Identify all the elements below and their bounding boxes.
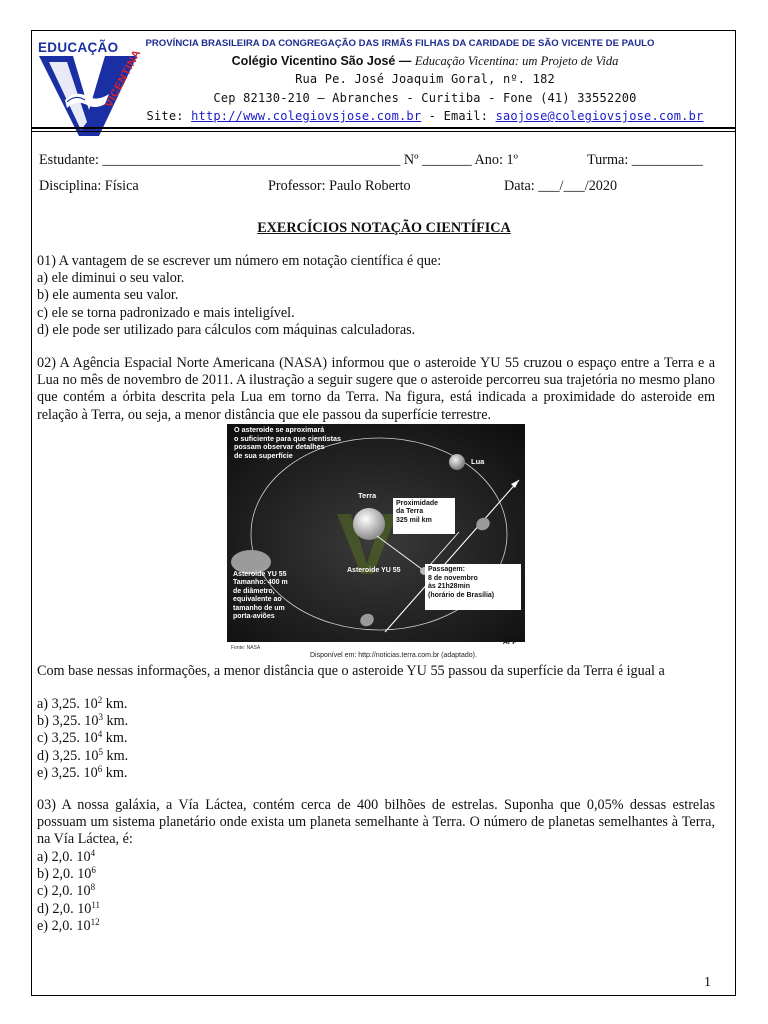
school-motto: Educação Vicentina: um Projeto de Vida [414,54,619,68]
site-label: Site: [146,109,184,123]
option-b [37,713,715,730]
figure-text-line: de diâmetro, [233,587,275,595]
passage-label [428,566,494,600]
figure-text-line: 8 de novembro [428,574,478,582]
figure-text-line: o suficiente para que cientistas [234,433,342,443]
exponent: 8 [90,882,96,893]
option-a [37,849,715,866]
question-3-stem: 03) A nossa galáxia, a Vía Láctea, contém cerca de 400 bilhões de estrelas. Suponha que 0,05% dessas estrelas possuam um sistema planetário onde exista um planeta semelhante à Terra. O número de planetas semelhantes à Terra, na Vía Láctea, é: [37,797,715,848]
option-text: e) 3,25. 10 [37,764,98,781]
cep-line: Cep 82130-210 – Abranches - Curitiba - Fone (41) 33552200 [213,91,637,105]
option-text: a) 3,25. 10 [37,696,98,712]
option-e [37,918,715,935]
figure-source: Disponível em: http://noticias.terra.com.br (adaptado). [310,652,477,659]
logo-text: EDUCAÇÃO [38,40,119,55]
figure-credit: Fonte: NASA [231,645,261,651]
figure-text-line: (horário de Brasília) [428,591,495,599]
exponent: 6 [97,763,103,774]
figure-text-line: Passagem: [428,566,465,573]
exponent: 4 [97,729,103,740]
unit: km. [102,730,128,747]
class-field: Turma: __________ [587,152,703,168]
question-2-followup [37,663,715,680]
option-a: a) ele diminui o seu valor. [37,270,185,287]
exponent: 3 [98,712,103,723]
contact-line [145,109,705,123]
option-text: b) 3,25. 10 [37,713,99,730]
asteroid-label: Asteroide YU 55 [347,567,401,574]
figure-text-line: O asteroide se aproximará [234,425,325,434]
asteroid-info [233,571,288,621]
proximity-label [396,500,438,525]
site-link[interactable]: http://www.colegiovsjose.com.br [191,109,422,123]
question-3-options [37,849,715,935]
page-title: EXERCÍCIOS NOTAÇÃO CIENTÍFICA [257,220,511,236]
agency-label: AFP [503,639,517,646]
email-link[interactable]: saojose@colegiovsjose.com.br [495,109,704,123]
exponent: 11 [91,899,101,910]
exponent: 4 [90,848,96,858]
figure-text-line: tamanho de um [233,604,285,612]
exponent: 6 [91,865,96,876]
option-c [37,730,715,747]
unit: km. [102,747,129,764]
logo-side-text: VICENTINA [103,47,144,110]
email-label: - Email: [428,109,489,123]
figure-text-line: às 21h28min [428,583,471,591]
figure-text-line: equivalente ao [233,596,282,604]
question-stem: 01) A vantagem de se escrever um número em notação científica é que: [37,253,442,269]
option-text: a) 2,0. 10 [37,849,91,865]
unit: km. [102,696,128,712]
province-line: PROVÍNCIA BRASILEIRA DA CONGREGAÇÃO DAS IRMÃS FILHAS DA CARIDADE DE SÃO VICENTE DE PAULO [145,38,655,49]
school-name-line [145,54,705,69]
option-d [37,901,715,918]
option-e [37,765,715,782]
figure-text-line: 325 mil km [396,516,432,524]
figure-text-line: da Terra [396,508,424,516]
school-logo [37,38,144,138]
option-text: d) 2,0. 10 [37,900,92,917]
figure-top-text [234,426,354,460]
exponent: 5 [98,746,103,757]
student-field: Estudante: __________________________________________ Nº _______ Ano: 1º [39,152,518,168]
option-c: c) ele se torna padronizado e mais inteligível. [37,304,295,321]
page-number: 1 [704,975,711,990]
earth-label: Terra [358,491,377,500]
option-c [37,883,715,900]
option-d [37,748,715,765]
option-d: d) ele pode ser utilizado para cálculos com máquinas calculadoras. [37,321,416,338]
unit: km. [102,713,129,730]
exponent: 12 [90,916,100,927]
teacher-field: Professor: Paulo Roberto [268,178,411,194]
figure-text-line: Proximidade [396,500,439,507]
address-line: Rua Pe. José Joaquim Goral, nº. 182 [295,72,555,86]
option-text: c) 2,0. 10 [37,883,91,900]
figure-text-line: porta-aviões [233,613,275,621]
option-b: b) ele aumenta seu valor. [37,287,179,304]
figure-text-line: possam observar detalhes [234,442,325,452]
moon-label: Lua [471,457,485,466]
option-text: b) 2,0. 10 [37,866,92,883]
question-1 [37,253,715,339]
option-text: c) 3,25. 10 [37,730,98,747]
option-a [37,696,715,713]
discipline-field: Disciplina: Física [39,178,139,194]
option-text: e) 2,0. 10 [37,917,91,934]
figure-text-line: Asteroide YU 55 [233,571,287,578]
header-rule-thin [32,131,735,132]
date-field: Data: ___/___/2020 [504,178,618,194]
figure-text-line: de sua superfície [234,450,293,460]
header-rule-thick [32,127,735,129]
question-2-stem: 02) A Agência Espacial Norte Americana (NASA) informou que o asteroide YU 55 cruzou o espaço entre a Terra e a Lua no mês de novembro de 2011. A ilustração a seguir sugere que o asteroide percorreu sua trajetória no mesmo plano que contém a órbita descrita pela Lua em torno da Terra. Na figura, está indicada a proximidade do asteroide em relação à Terra, ou seja, a menor distância que ele passou da superfície terrestre. [37,355,715,423]
figure-text-line: Tamanho: 400 m [233,579,288,587]
option-text: d) 3,25. 10 [37,747,99,764]
unit: km. [102,764,128,781]
question-2-options [37,696,715,782]
followup-text: Com base nessas informações, a menor distância que o asteroide YU 55 passou da superfície da Terra é igual a [37,663,665,679]
option-b [37,866,715,883]
asteroid-figure [227,424,525,652]
school-name: Colégio Vicentino São José — [231,54,412,68]
exponent: 2 [97,695,103,705]
